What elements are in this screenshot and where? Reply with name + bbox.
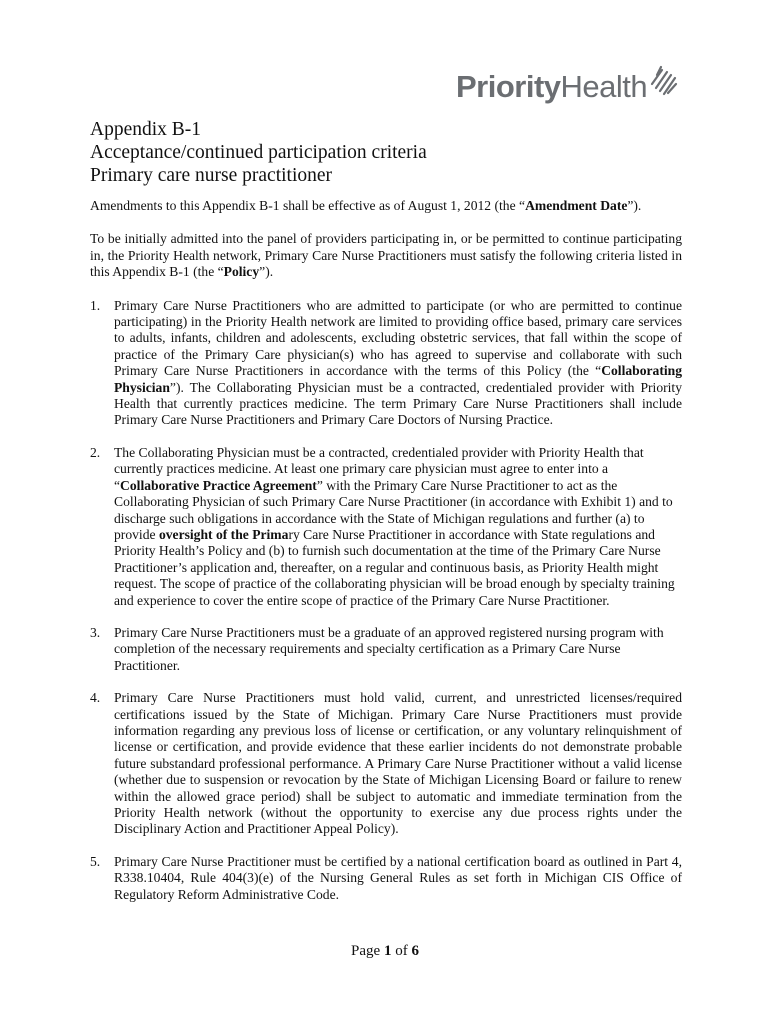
item-number: 5. <box>90 853 101 869</box>
collaborating-physician-term: Collaborating Physician <box>114 363 682 395</box>
document-body <box>90 198 682 919</box>
item-number: 1. <box>90 297 101 313</box>
diagonal-stripes-icon <box>648 62 678 96</box>
page-label: Page <box>351 943 381 959</box>
criteria-list <box>90 298 682 903</box>
logo-text-health: Health <box>560 69 648 104</box>
amendment-date-term: Amendment Date <box>525 198 628 213</box>
intro-paragraph: To be initially admitted into the panel of providers participating in, or be permitted to continue participating in, the Priority Health network, Primary Care Nurse Practitioners must satisfy the following criteria listed in this Appendix B-1 (the “Policy”). <box>90 231 682 280</box>
criteria-item-3: 3. Primary Care Nurse Practitioners must be a graduate of an approved registered nursing program with completion of the necessary requirements and specialty certification as a Primary Care Nurse Practitioner. <box>90 624 664 673</box>
title-line-3: Primary care nurse practitioner <box>90 165 333 186</box>
page-footer <box>0 943 770 960</box>
policy-term: Policy <box>223 264 260 280</box>
item-number: 4. <box>90 690 101 706</box>
logo-text-priority: Priority <box>456 69 561 104</box>
total-pages-number: 6 <box>411 943 419 959</box>
priority-health-logo <box>456 62 678 102</box>
of-label: of <box>395 943 408 959</box>
amendment-paragraph: Amendments to this Appendix B-1 shall be effective as of August 1, 2012 (the “Amendment Date”). <box>90 198 642 213</box>
item-number: 3. <box>90 624 101 640</box>
title-line-1: Appendix B-1 <box>90 119 202 140</box>
document-title <box>90 118 427 187</box>
criteria-item-5: 5. Primary Care Nurse Practitioner must be certified by a national certification board as outlined in Part 4, R338.10404, Rule 404(3)(e) of the Nursing General Rules as set forth in Michigan CIS Office of Regulatory Reform Administrative Code. <box>90 853 682 902</box>
oversight-term: oversight of the Prima <box>158 526 289 542</box>
current-page-number: 1 <box>383 943 392 959</box>
criteria-item-4: 4. Primary Care Nurse Practitioners must hold valid, current, and unrestricted licenses/required certifications issued by the State of Michigan. Primary Care Nurse Practitioners must provide information regarding any previous loss of license or certification, or any voluntary relinquishment of license or certification, and provide evidence that these earlier incidents do not demonstrate probable future substandard professional performance. A Primary Care Nurse Practitioner without a valid license (whether due to suspension or revocation by the State of Michigan Licensing Board or failure to renew within the allowed grace period) shall be subject to automatic and immediate termination from the Priority Health network (without the opportunity to exercise any due process rights under the Disciplinary Action and Practitioner Appeal Policy). <box>90 690 682 837</box>
criteria-item-1: 1. Primary Care Nurse Practitioners who are admitted to participate (or who are permitted to continue participating) in the Priority Health network are limited to providing office based, primary care services to adults, infants, children and adolescents, excluding obstetric services, that fall within the scope of practice of the Primary Care physician(s) who has agreed to supervise and collaborate with such Primary Care Nurse Practitioners in accordance with the terms of this Policy (the “Collaborating Physician”). The Collaborating Physician must be a contracted, credentialed provider with Priority Health that currently practices medicine. The term Primary Care Nurse Practitioners shall include Primary Care Nurse Practitioners and Primary Care Doctors of Nursing Practice. <box>90 297 682 428</box>
item-number: 2. <box>90 444 101 460</box>
title-line-2: Acceptance/continued participation criteria <box>90 142 427 163</box>
collaborative-practice-agreement-term: Collaborative Practice Agreement <box>120 477 317 493</box>
criteria-item-2: 2. The Collaborating Physician must be a contracted, credentialed provider with Priority Health that currently practices medicine. At least one primary care physician must agree to enter into a “Collaborative Practice Agreement” with the Primary Care Nurse Practitioner to act as the Collaborating Physician of such Primary Care Nurse Practitioner (in accordance with Exhibit 1) and to discharge such obligations in accordance with the State of Michigan regulations and further (a) to provide oversight of the Primary Care Nurse Practitioner in accordance with State regulations and Priority Health’s Policy and (b) to furnish such documentation at the time of the Primary Care Nurse Practitioner’s application and, thereafter, on a regular and continuous basis, as Priority Health might request. The scope of practice of the collaborating physician will be broad enough by specialty training and experience to cover the entire scope of practice of the Primary Care Nurse Practitioner. <box>90 444 675 608</box>
